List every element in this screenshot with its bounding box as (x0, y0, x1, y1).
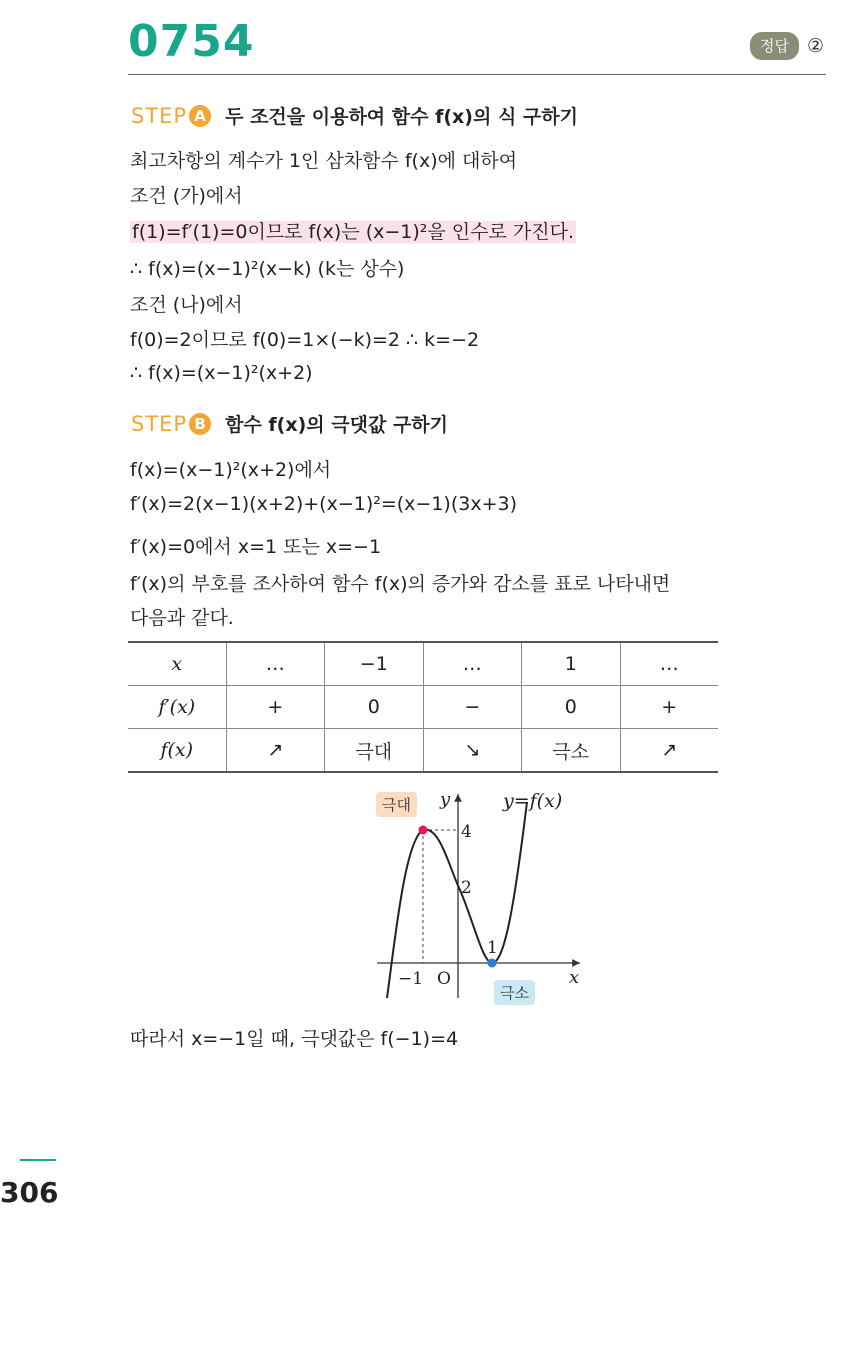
step-a-line-3: f(1)=f′(1)=0이므로 f(x)는 (x−1)²을 인수로 가진다. (132, 221, 574, 243)
table-cell: … (423, 642, 521, 686)
answer-badge: 정답 (750, 32, 799, 60)
local-min-point (488, 959, 497, 968)
table-cell: ↘ (423, 729, 521, 773)
step-b-line-3: f′(x)=0에서 x=1 또는 x=−1 (130, 536, 382, 558)
table-row (128, 686, 718, 729)
answer-value: ② (806, 35, 824, 57)
step-a-line-3-wrap (130, 217, 576, 244)
step-b-word: STEP (131, 411, 188, 436)
step-b-line-2: f′(x)=2(x−1)(x+2)+(x−1)²=(x−1)(3x+3) (130, 493, 518, 515)
step-a-line-7: ∴ f(x)=(x−1)²(x+2) (130, 362, 313, 384)
x-axis-label: x (569, 967, 580, 988)
page-number: 306 (0, 1176, 59, 1209)
table-cell: 0 (522, 686, 620, 729)
local-min-tag: 극소 (494, 980, 535, 1005)
table-cell: … (620, 642, 718, 686)
step-a-line-2: 조건 (가)에서 (130, 185, 243, 207)
y-axis-label: y (440, 789, 451, 810)
local-max-point (419, 826, 428, 835)
step-b-line-1: f(x)=(x−1)²(x+2)에서 (130, 459, 332, 481)
x-tick-neg1: −1 (398, 969, 424, 989)
header-rule (128, 74, 826, 75)
step-a-letter-icon: A (189, 105, 211, 127)
y-tick-2: 2 (461, 878, 472, 898)
step-a-line-1: 최고차항의 계수가 1인 삼차함수 f(x)에 대하여 (130, 150, 518, 172)
table-row (128, 642, 718, 686)
step-b-line-5: 다음과 같다. (130, 607, 234, 629)
origin-label: O (437, 969, 451, 989)
table-cell: 1 (522, 642, 620, 686)
curve-label: y=f(x) (503, 790, 563, 812)
step-b-heading: 함수 f(x)의 극댓값 구하기 (225, 414, 449, 436)
step-a-title (131, 102, 578, 129)
table-cell: ↗ (620, 729, 718, 773)
table-cell: 극대 (325, 729, 424, 773)
step-a-word: STEP (131, 103, 188, 128)
step-a-line-4: ∴ f(x)=(x−1)²(x−k) (k는 상수) (130, 258, 405, 280)
step-a-line-6: f(0)=2이므로 f(0)=1×(−k)=2 ∴ k=−2 (130, 329, 480, 351)
page-mark (20, 1159, 56, 1161)
step-a-heading: 두 조건을 이용하여 함수 f(x)의 식 구하기 (225, 106, 578, 128)
step-b-letter-icon: B (189, 413, 211, 435)
answer-box (750, 32, 824, 60)
local-max-tag: 극대 (376, 792, 417, 817)
step-b-title (131, 410, 448, 437)
table-cell: 극소 (522, 729, 620, 773)
table-cell: + (620, 686, 718, 729)
table-cell: f(x) (128, 729, 226, 773)
table-row (128, 729, 718, 773)
table-cell: 0 (325, 686, 424, 729)
problem-number: 0754 (128, 16, 255, 67)
table-cell: f′(x) (128, 686, 226, 729)
table-cell: −1 (325, 642, 424, 686)
y-tick-4: 4 (461, 822, 472, 842)
tick-1: 1 (487, 938, 498, 958)
step-a-line-5: 조건 (나)에서 (130, 294, 243, 316)
sign-table (128, 641, 718, 773)
table-cell: ↗ (226, 729, 324, 773)
table-cell: − (423, 686, 521, 729)
table-cell: + (226, 686, 324, 729)
table-cell: x (128, 642, 226, 686)
conclusion: 따라서 x=−1일 때, 극댓값은 f(−1)=4 (130, 1028, 459, 1050)
table-cell: … (226, 642, 324, 686)
step-b-line-4: f′(x)의 부호를 조사하여 함수 f(x)의 증가와 감소를 표로 나타내면 (130, 573, 671, 595)
